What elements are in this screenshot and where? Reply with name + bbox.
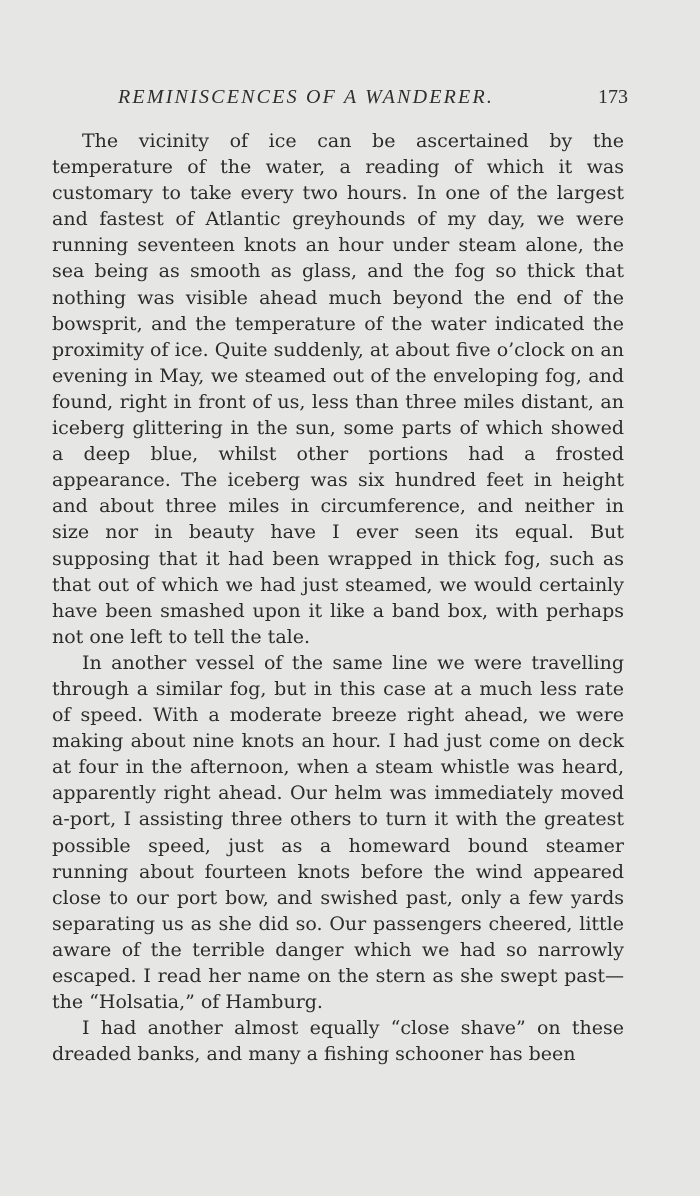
paragraph-holsatia: In another vessel of the same line we were travelling through a similar fog, but in this case at a much less rate of speed. With a moderate breeze right ahead, we were making about nine knots an hour. I had just come on deck at four in the afternoon, when a steam whistle was heard, apparently right ahead. Our helm was immediately moved a-port, I assisting three others to turn it with the greatest possible speed, just as a homeward bound steamer running about fourteen knots before the wind appeared close to our port bow, and swished past, only a few yards separating us as she did so. Our passengers cheered, little aware of the terrible danger which we had so narrowly escaped. I read her name on the stern as she swept past—the “Holsatia,” of Hamburg.	[52, 651, 624, 1014]
running-title: REMINISCENCES OF A WANDERER.	[118, 86, 495, 108]
page-number: 173	[598, 86, 628, 108]
paragraph-iceberg: The vicinity of ice can be ascertained by the temperature of the water, a reading of which it was customary to take every two hours. In one of the largest and fastest of Atlantic greyhounds of my day, we were running seventeen knots an hour under steam alone, the sea being as smooth as glass, and the fog so thick that nothing was visible ahead much beyond the end of the bowsprit, and the temperature of the water indicated the proximity of ice. Quite suddenly, at about five o’clock on an evening in May, we steamed out of the enveloping fog, and found, right in front of us, less than three miles distant, an iceberg glittering in the sun, some parts of which showed a deep blue, whilst other portions had a frosted appearance. The iceberg was six hundred feet in height and about three miles in circumference, and neither in size nor in beauty have I ever seen its equal. But supposing that it had been wrapped in thick fog, such as that out of which we had just steamed, we would certainly have been smashed upon it like a band box, with perhaps not one left to tell the tale.	[52, 130, 624, 648]
paragraph-close-shave: I had another almost equally “close shave” on these dreaded banks, and many a fishing schooner has been	[52, 1017, 624, 1066]
running-head	[118, 86, 628, 116]
body-text	[52, 128, 624, 1067]
